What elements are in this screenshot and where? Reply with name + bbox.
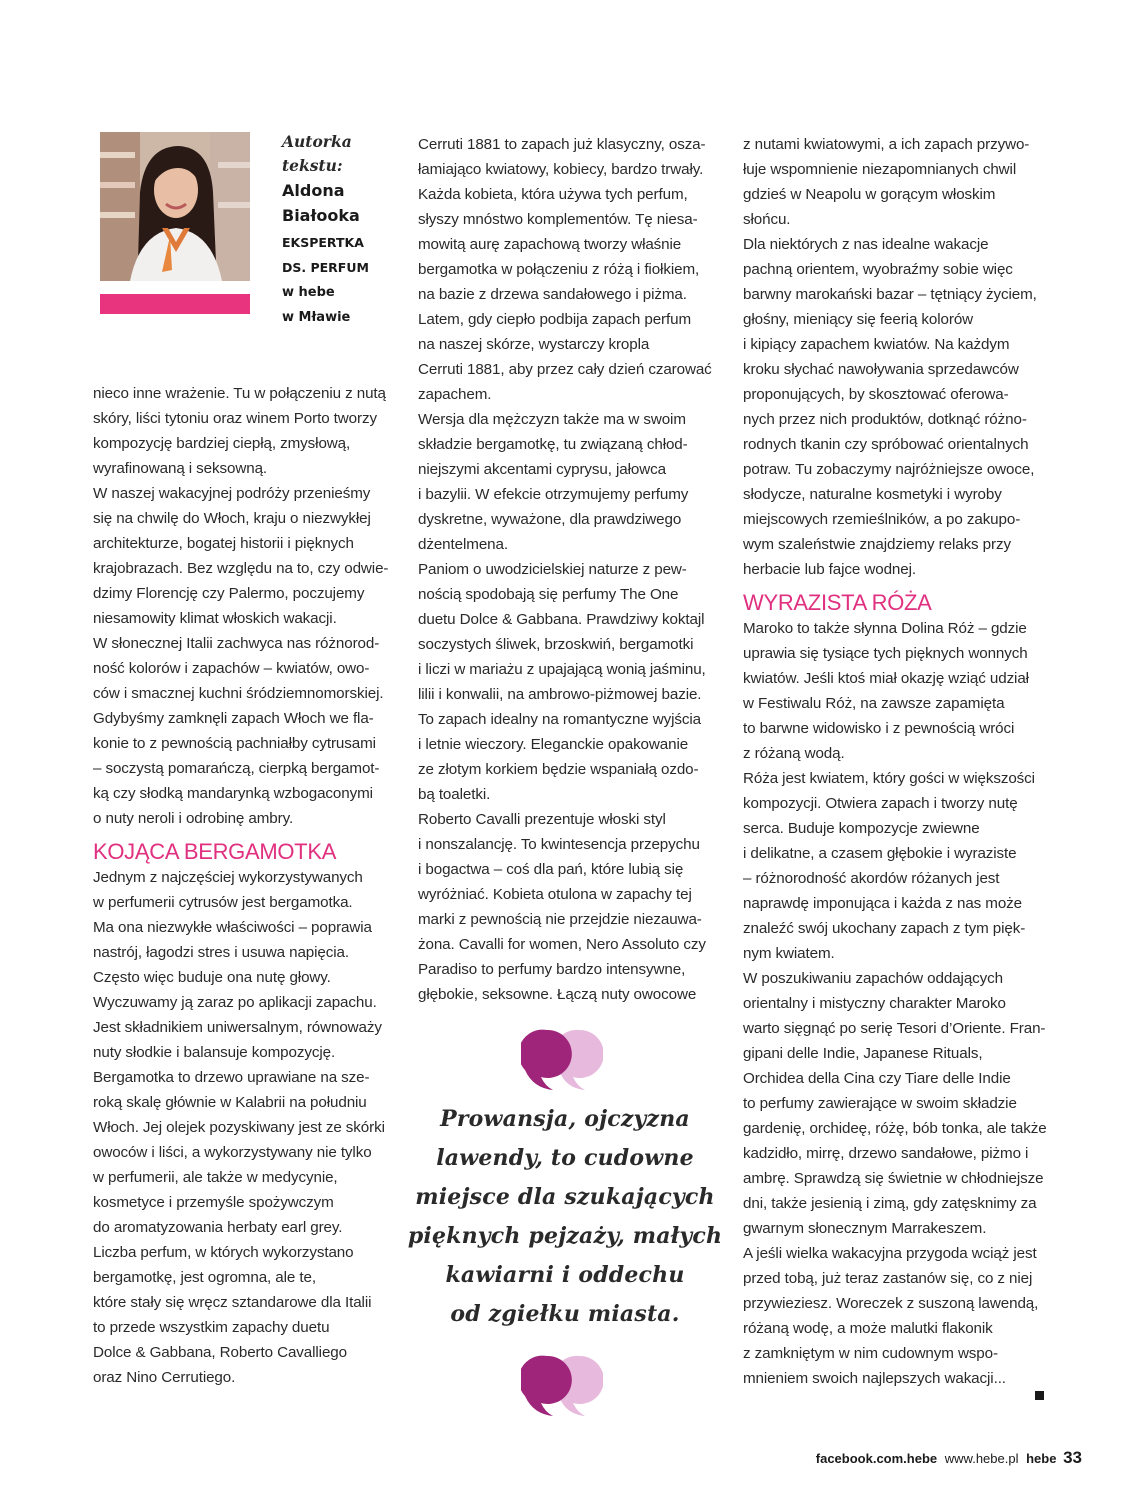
paragraph: z nutami kwiatowymi, a ich zapach przywo- łuje wspomnienie niezapomnianych chwil gdzieś w Neapolu w gorącym włoskim słońcu.: [743, 136, 1030, 228]
paragraph: Dla niektórych z nas idealne wakacje pachną orientem, wyobraźmy sobie więc barwny marokański bazar – tętniący życiem, głośny, mieniący się feerią kolorów i kipiący zapachem kwiatów. Na każdym kroku słychać nawoływania sprzedawców proponujących, by skosztować oferowa- nych przez nich produktów, dotknąć różno- rodnych tkanin czy spróbować orientalnych potraw. Tu zobaczymy najróżniejsze owoce, słodycze, naturalne kosmetyki i wyroby miejscowych rzemieślników, a po zakupo- wym szaleństwie znajdziemy relaks przy herbacie lub fajce wodnej.: [743, 236, 1037, 578]
quote-close-icon: [521, 1354, 603, 1418]
pull-quote: Prowansja, ojczyzna lawendy, to cudowne miejsce dla szukających pięknych pejzaży, małych kawiarni i oddechu od zgiełku miasta.: [407, 1106, 723, 1327]
author-name: Aldona Białooka: [282, 181, 360, 225]
paragraph: W poszukiwaniu zapachów oddających orientalny i mistyczny charakter Maroko warto sięgnąć po serię Tesori d’Oriente. Fran- gipani delle Indie, Japanese Rituals, Orchidea della Cina czy Tiare delle Indie to perfumy zawierające w swoim składzie gardenię, orchideę, różę, bób tonka, ale także kadzidło, mirrę, drzewo sandałowe, piżmo i ambrę. Sprawdzą się świetnie w chłodniejsze dni, także jesienią i zimą, gdy zatęsknimy za gwarnym słonecznym Marrakeszem.: [743, 970, 1047, 1237]
author-store: w hebe w Mławie: [282, 285, 351, 325]
paragraph: Paniom o uwodzicielskiej naturze z pew- nością spodobają się perfumy The One duetu Dolce & Gabbana. Prawdziwy koktajl soczystych śliwek, brzoskwiń, bergamotki i liczi w mariażu z upajającą wonią jaśminu, lilii i konwalii, na ambrowo-piżmowej bazie. To zapach idealny na romantyczne wyjścia i letnie wieczory. Eleganckie opakowanie ze złotym korkiem będzie wspaniałą ozdo- bą toaletki.: [418, 561, 706, 803]
facebook-link[interactable]: facebook.com.hebe: [815, 1451, 938, 1466]
paragraph: W słonecznej Italii zachwyca nas różnorod- ność kolorów i zapachów – kwiatów, owo- ców i smacznej kuchni śródziemnomorskiej. Gdybyśmy zamknęli zapach Włoch we fla- konie to z pewnością pachniałby cytrusami – soczystą pomarańczą, cierpką bergamot- ką czy słodką mandarynką wzbogaconymi o nuty neroli i odrobinę ambry.: [93, 635, 384, 827]
section-heading: KOJĄCA BERGAMOTKA: [93, 839, 337, 864]
paragraph: Jednym z najczęściej wykorzystywanych w perfumerii cytrusów jest bergamotka. Ma ona niezwykłe właściwości – poprawia nastrój, łagodzi stres i usuwa napięcia. Często więc buduje ona nutę głowy. Wyczuwamy ją zaraz po aplikacji zapachu. Jest składnikiem uniwersalnym, równoważy nuty słodkie i balansuje kompozycję. Bergamotka to drzewo uprawiane na sze- roką skalę głównie w Kalabrii na południu Włoch. Jej olejek pozyskiwany jest ze skórki owoców i liści, a wykorzystywany nie tylko w perfumerii, ale także w medycynie, kosmetyce i przemyśle spożywczym do aromatyzowania herbaty earl grey. Liczba perfum, w których wykorzystano bergamotkę, jest ogromna, ale te, które stały się wręcz sztandarowe dla Italii to przede wszystkim zapachy duetu Dolce & Gabbana, Roberto Cavalliego oraz Nino Cerrutiego.: [93, 869, 385, 1386]
article-column-3: [743, 132, 1048, 1391]
article-column-1: [93, 381, 403, 1390]
paragraph: Maroko to także słynna Dolina Róż – gdzie uprawia się tysiące tych pięknych wonnych kwiatów. Jeśli ktoś miał okazję wziąć udział w Festiwalu Róż, na zawsze zapamięta to barwne widowisko i z pewnością wróci z różaną wodą.: [743, 620, 1029, 762]
author-info: [282, 130, 407, 330]
paragraph: Cerruti 1881 to zapach już klasyczny, osza- łamiająco kwiatowy, kobiecy, bardzo trwały. Każda kobieta, która używa tych perfum, słyszy mnóstwo komplementów. Tę niesa- mowitą aurę zapachową tworzy właśnie bergamotka w połączeniu z różą i fiołkiem, na bazie z drzewa sandałowego i piżma. Latem, gdy ciepło podbija zapach perfum na naszej skórze, wystarczy kropla Cerruti 1881, aby przez cały dzień czarować zapachem.: [418, 136, 712, 403]
author-portrait-image: [100, 132, 250, 281]
paragraph: A jeśli wielka wakacyjna przygoda wciąż jest przed tobą, już teraz zastanów się, co z niej przywieziesz. Woreczek z suszoną lawendą, różaną wodę, a może malutki flakonik z zamkniętym w nim cudownym wspo- mnieniem swoich najlepszych wakacji...: [743, 1245, 1039, 1387]
paragraph: Wersja dla mężczyzn także ma w swoim składzie bergamotkę, tu związaną chłod- niejszymi akcentami cyprysu, jałowca i bazylii. W efekcie otrzymujemy perfumy dyskretne, wyważone, dla prawdziwego dżentelmena.: [418, 411, 689, 553]
author-label: Autorka tekstu:: [282, 132, 352, 175]
end-of-article-mark: [1035, 1391, 1044, 1400]
page-number: 33: [1063, 1448, 1082, 1467]
article-column-2: [418, 132, 718, 1007]
quote-open-icon: [521, 1028, 603, 1092]
paragraph: Róża jest kwiatem, który gości w większości kompozycji. Otwiera zapach i tworzy nutę serca. Buduje kompozycje zwiewne i delikatne, a czasem głębokie i wyraziste – różnorodność akordów różanych jest naprawdę imponująca i każda z nas może znaleźć swój ukochany zapach z tym pięk- nym kwiatem.: [743, 770, 1035, 962]
author-role: EKSPERTKA DS. PERFUM: [282, 235, 369, 275]
page-footer: [816, 1448, 1082, 1468]
paragraph: nieco inne wrażenie. Tu w połączeniu z nutą skóry, liści tytoniu oraz winem Porto tworzy kompozycję bardziej ciepłą, zmysłową, wyrafinowaną i seksowną.: [93, 385, 386, 477]
website-link[interactable]: www.hebe.pl: [944, 1451, 1019, 1466]
author-photo: [100, 132, 250, 281]
author-accent-bar: [100, 294, 250, 314]
paragraph: Roberto Cavalli prezentuje włoski styl i nonszalancję. To kwintesencja przepychu i bogactwa – coś dla pań, które lubią się wyróżniać. Kobieta otulona w zapachy tej marki z pewnością nie przejdzie niezauwa- żona. Cavalli for women, Nero Assoluto czy Paradiso to perfumy bardzo intensywne, głębokie, seksowne. Łączą nuty owocowe: [418, 811, 706, 1003]
brand-logo: hebe: [1026, 1451, 1057, 1466]
paragraph: W naszej wakacyjnej podróży przenieśmy się na chwilę do Włoch, kraju o niezwykłej architekturze, bogatej historii i pięknych krajobrazach. Bez względu na to, czy odwie- dzimy Florencję czy Palermo, poczujemy niesamowity klimat włoskich wakacji.: [93, 485, 389, 627]
section-heading: WYRAZISTA RÓŻA: [743, 590, 932, 615]
